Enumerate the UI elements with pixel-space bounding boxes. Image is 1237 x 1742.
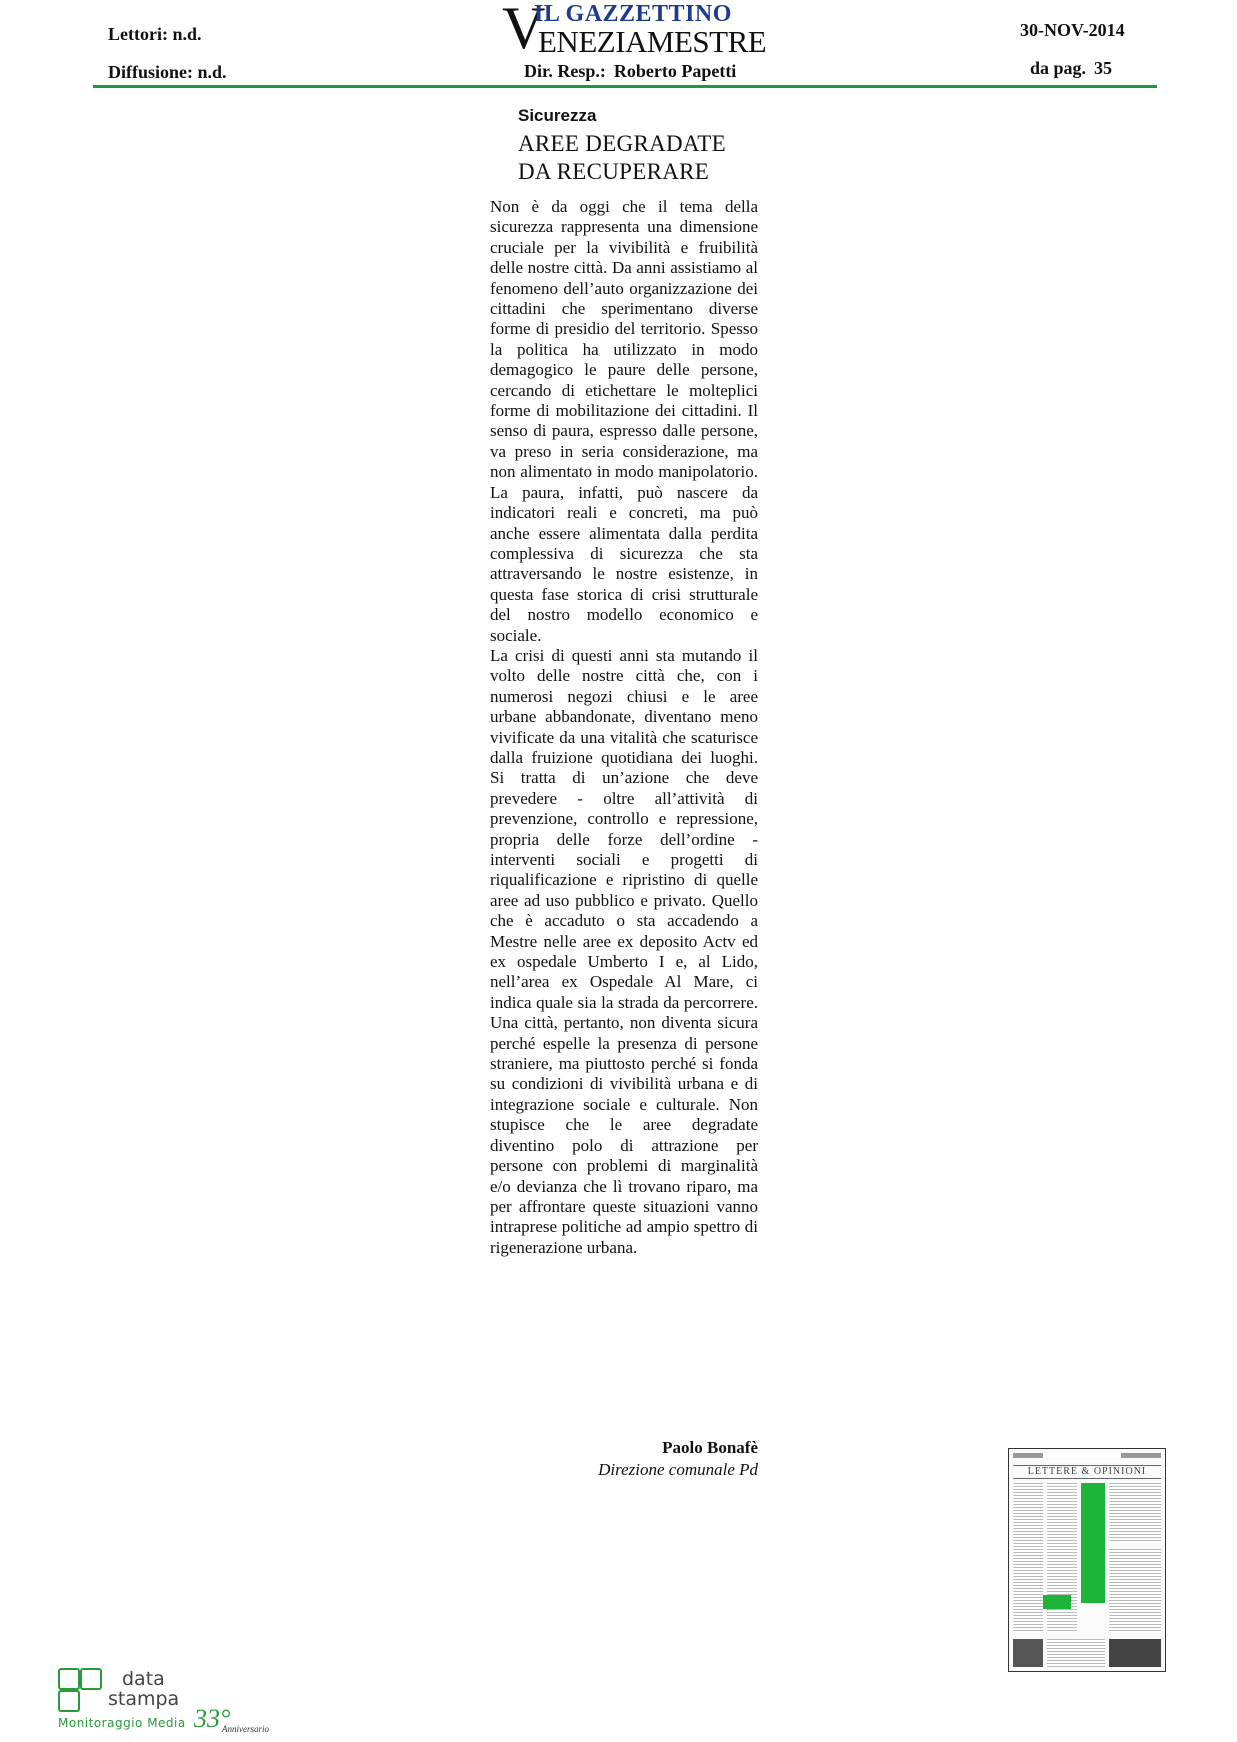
logo-square-icon xyxy=(58,1690,80,1712)
circulation-info: Diffusione: n.d. xyxy=(108,62,227,82)
thumbnail-column xyxy=(1047,1483,1077,1633)
paragraph-1: Non è da oggi che il tema della sicurezza rappresenta una dimensione cruciale per la vivibilità e fruibilità delle nostre città. Da anni assistiamo al fenomeno dell’auto organizzazione dei cittadini che sperimentano diverse forme di presidio del territorio. Spesso la politica ha utilizzato in modo demagogico le paure delle persone, cercando di etichettare le molteplici forme di mobilitazione dei cittadini. Il senso di paura, espresso dalle persone, va preso in seria considerazione, ma non alimentato in modo manipolatorio. La paura, infatti, può nascere da indicatori reali e concreti, ma può anche essere alimentata dalla perdita complessiva di sicurezza che sta attraversando le nostre esistenze, in questa fase storica di crisi strutturale del nostro modello economico e sociale. xyxy=(490,197,758,645)
page-thumbnail xyxy=(1008,1448,1166,1672)
publication-date: 30-NOV-2014 xyxy=(1020,20,1125,40)
headline-line-1: AREE DEGRADATE xyxy=(518,131,726,156)
thumbnail-column xyxy=(1109,1549,1161,1633)
author-affiliation: Direzione comunale Pd xyxy=(598,1460,758,1479)
paragraph-2: La crisi di questi anni sta mutando il volto delle nostre città che, con i numerosi negozi chiusi e le aree urbane abbandonate, diventano meno vivificate da una vitalità che scaturisce dalla fruizione quotidiana dei luoghi. Si tratta di un’azione che deve prevedere - oltre all’attività di prevenzione, controllo e repressione, propria delle forze dell’ordine - interventi sociali e progetti di riqualificazione e ripristino di quelle aree ad uso pubblico e privato. Quello che è accaduto o sta accadendo a Mestre nelle aree ex deposito Actv ed ex ospedale Umberto I e, al Lido, nell’area ex Ospedale Al Mare, ci indica quale sia la strada da percorrere. Una città, pertanto, non diventa sicura perché espelle la presenza di persone straniere, ma piuttosto perché si fonda su condizioni di vivibilità urbana e di integrazione sociale e culturale. Non stupisce che le aree degradate diventino polo di attrazione per persone con problemi di marginalità e/o devianza che lì trovano riparo, ma per affrontare queste situazioni vanno intraprese politiche ad ampio spettro di rigenerazione urbana. xyxy=(490,645,758,1257)
logo-square-icon xyxy=(80,1668,102,1690)
masthead-title: IL GAZZETTINO xyxy=(534,1,732,27)
thumbnail-banner: LETTERE & OPINIONI xyxy=(1013,1465,1161,1479)
article-author: Paolo Bonafè xyxy=(662,1438,758,1457)
thumbnail-photo xyxy=(1013,1639,1043,1667)
page-number: 35 xyxy=(1094,58,1113,78)
editor-in-chief xyxy=(524,61,736,82)
article-body xyxy=(490,197,758,1258)
anniversary-number: 33° xyxy=(194,1704,231,1733)
thumbnail-column xyxy=(1013,1483,1043,1633)
logo-square-icon xyxy=(58,1668,80,1690)
thumbnail-photo xyxy=(1109,1639,1161,1667)
thumbnail-highlighted-article xyxy=(1081,1483,1105,1603)
headline-line-2: DA RECUPERARE xyxy=(518,159,710,184)
thumbnail-header xyxy=(1013,1453,1161,1458)
editor-name: Roberto Papetti xyxy=(613,61,737,81)
anniversary-label: Anniversario xyxy=(222,1724,269,1734)
editor-label: Dir. Resp.: xyxy=(524,61,606,81)
newspaper-masthead xyxy=(502,0,782,61)
article-kicker: Sicurezza xyxy=(518,106,597,125)
thumbnail-column xyxy=(1047,1639,1105,1667)
article-headline xyxy=(518,130,726,186)
page-reference xyxy=(1030,58,1112,79)
masthead-initial: V xyxy=(502,0,546,61)
logo-brand-line-2: stampa xyxy=(108,1688,180,1710)
readers-info: Lettori: n.d. xyxy=(108,24,202,44)
logo-tagline: Monitoraggio Media xyxy=(58,1716,186,1730)
thumbnail-highlight-box xyxy=(1043,1595,1071,1609)
page-label: da pag. xyxy=(1030,58,1087,78)
header-divider xyxy=(93,85,1157,88)
thumbnail-column xyxy=(1109,1483,1161,1543)
logo-brand-line-1: data xyxy=(122,1668,165,1690)
masthead-edition: ENEZIAMESTRE xyxy=(538,24,767,59)
datastampa-logo xyxy=(58,1668,288,1738)
